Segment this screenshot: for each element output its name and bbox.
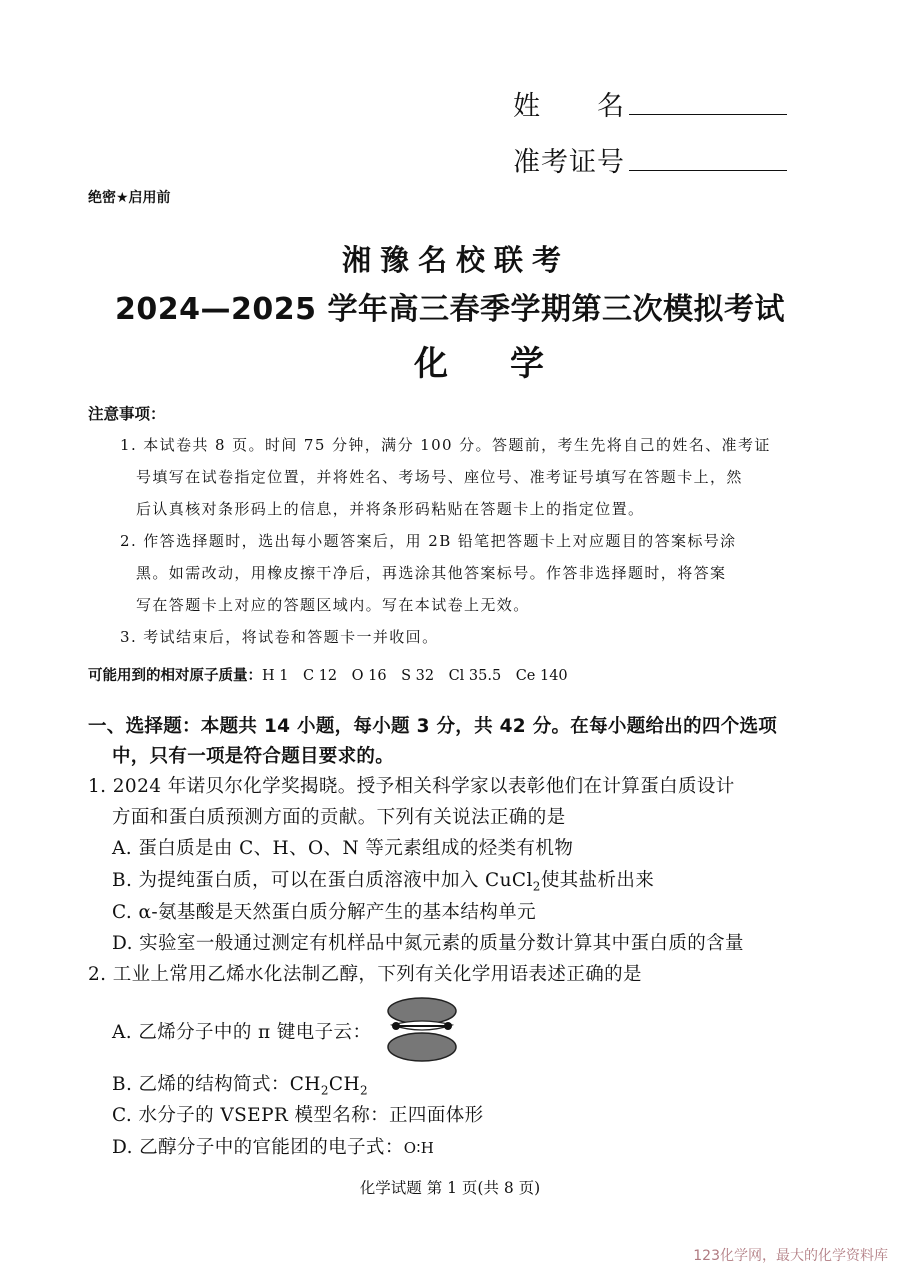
notes-heading: 注意事项： bbox=[88, 405, 166, 423]
page-footer: 化学试题 第 1 页(共 8 页) bbox=[359, 1179, 541, 1197]
section-heading-cont: 中，只有一项是符合题目要求的。 bbox=[112, 746, 395, 767]
electron-formula: O∶H bbox=[403, 1139, 435, 1157]
pi-bond-electron-cloud-icon bbox=[384, 995, 460, 1065]
name-label: 姓 名 bbox=[513, 91, 625, 122]
q1-option-d: D. 实验室一般通过测定有机样品中氮元素的质量分数计算其中蛋白质的含量 bbox=[112, 933, 744, 954]
subscript: 2 bbox=[360, 1083, 369, 1098]
subscript: 2 bbox=[320, 1083, 329, 1098]
note-line: 后认真核对条形码上的信息，并将条形码粘贴在答题卡上的指定位置。 bbox=[136, 500, 645, 518]
exam-id-line bbox=[629, 150, 787, 171]
name-field bbox=[513, 84, 787, 123]
q2-option-c: C. 水分子的 VSEPR 模型名称：正四面体形 bbox=[112, 1105, 484, 1126]
q2-option-b-text: B. 乙烯的结构简式：CH bbox=[112, 1074, 321, 1095]
q1-option-a: A. 蛋白质是由 C、H、O、N 等元素组成的烃类有机物 bbox=[112, 838, 574, 859]
section-heading: 一、选择题：本题共 14 小题，每小题 3 分，共 42 分。在每小题给出的四个选项 bbox=[88, 716, 778, 737]
watermark: 123化学网，最大的化学资料库 bbox=[693, 1248, 888, 1264]
atomic-mass-values: H 1 C 12 O 16 S 32 Cl 35.5 Ce 140 bbox=[262, 668, 568, 684]
q2-option-d bbox=[112, 1133, 434, 1159]
q1-stem-cont: 方面和蛋白质预测方面的贡献。下列有关说法正确的是 bbox=[112, 807, 566, 828]
note-line: 号填写在试卷指定位置，并将姓名、考场号、座位号、准考证号填写在答题卡上，然 bbox=[136, 468, 743, 486]
q1-option-b-text: B. 为提纯蛋白质，可以在蛋白质溶液中加入 CuCl bbox=[112, 870, 533, 891]
q1-option-b-text-end: 使其盐析出来 bbox=[540, 870, 655, 891]
q2-option-b bbox=[112, 1070, 368, 1098]
exam-union-title: 湘豫名校联考 bbox=[341, 243, 570, 277]
q1-stem: 1. 2024 年诺贝尔化学奖揭晓。授予相关科学家以表彰他们在计算蛋白质设计 bbox=[88, 776, 735, 797]
note-line: 黑。如需改动，用橡皮擦干净后，再选涂其他答案标号。作答非选择题时，将答案 bbox=[136, 564, 727, 582]
atomic-mass-row bbox=[88, 664, 568, 685]
q2-option-d-text: D. 乙醇分子中的官能团的电子式： bbox=[112, 1137, 404, 1158]
confidential-mark: 绝密★启用前 bbox=[88, 190, 171, 206]
q2-stem: 2. 工业上常用乙烯水化法制乙醇，下列有关化学用语表述正确的是 bbox=[88, 964, 642, 985]
note-line: 1. 本试卷共 8 页。时间 75 分钟，满分 100 分。答题前，考生先将自己的姓名、准考证 bbox=[120, 436, 771, 454]
q2-option-b-ch: CH bbox=[328, 1074, 360, 1095]
subject-title: 化学 bbox=[414, 344, 606, 384]
note-line: 写在答题卡上对应的答题区域内。写在本试卷上无效。 bbox=[136, 596, 530, 614]
subscript: 2 bbox=[532, 879, 541, 894]
name-line bbox=[629, 94, 787, 115]
exam-id-field bbox=[513, 140, 787, 179]
exam-id-label: 准考证号 bbox=[513, 147, 625, 178]
q1-option-c: C. α-氨基酸是天然蛋白质分解产生的基本结构单元 bbox=[112, 902, 537, 923]
q1-option-b bbox=[112, 866, 654, 894]
exam-title: 2024—2025 学年高三春季学期第三次模拟考试 bbox=[115, 292, 785, 327]
note-line: 3. 考试结束后，将试卷和答题卡一并收回。 bbox=[120, 628, 439, 646]
atomic-mass-label: 可能用到的相对原子质量： bbox=[88, 668, 262, 684]
q2-option-a: A. 乙烯分子中的 π 键电子云： bbox=[112, 1022, 372, 1043]
note-line: 2. 作答选择题时，选出每小题答案后，用 2B 铅笔把答题卡上对应题目的答案标号涂 bbox=[120, 532, 737, 550]
